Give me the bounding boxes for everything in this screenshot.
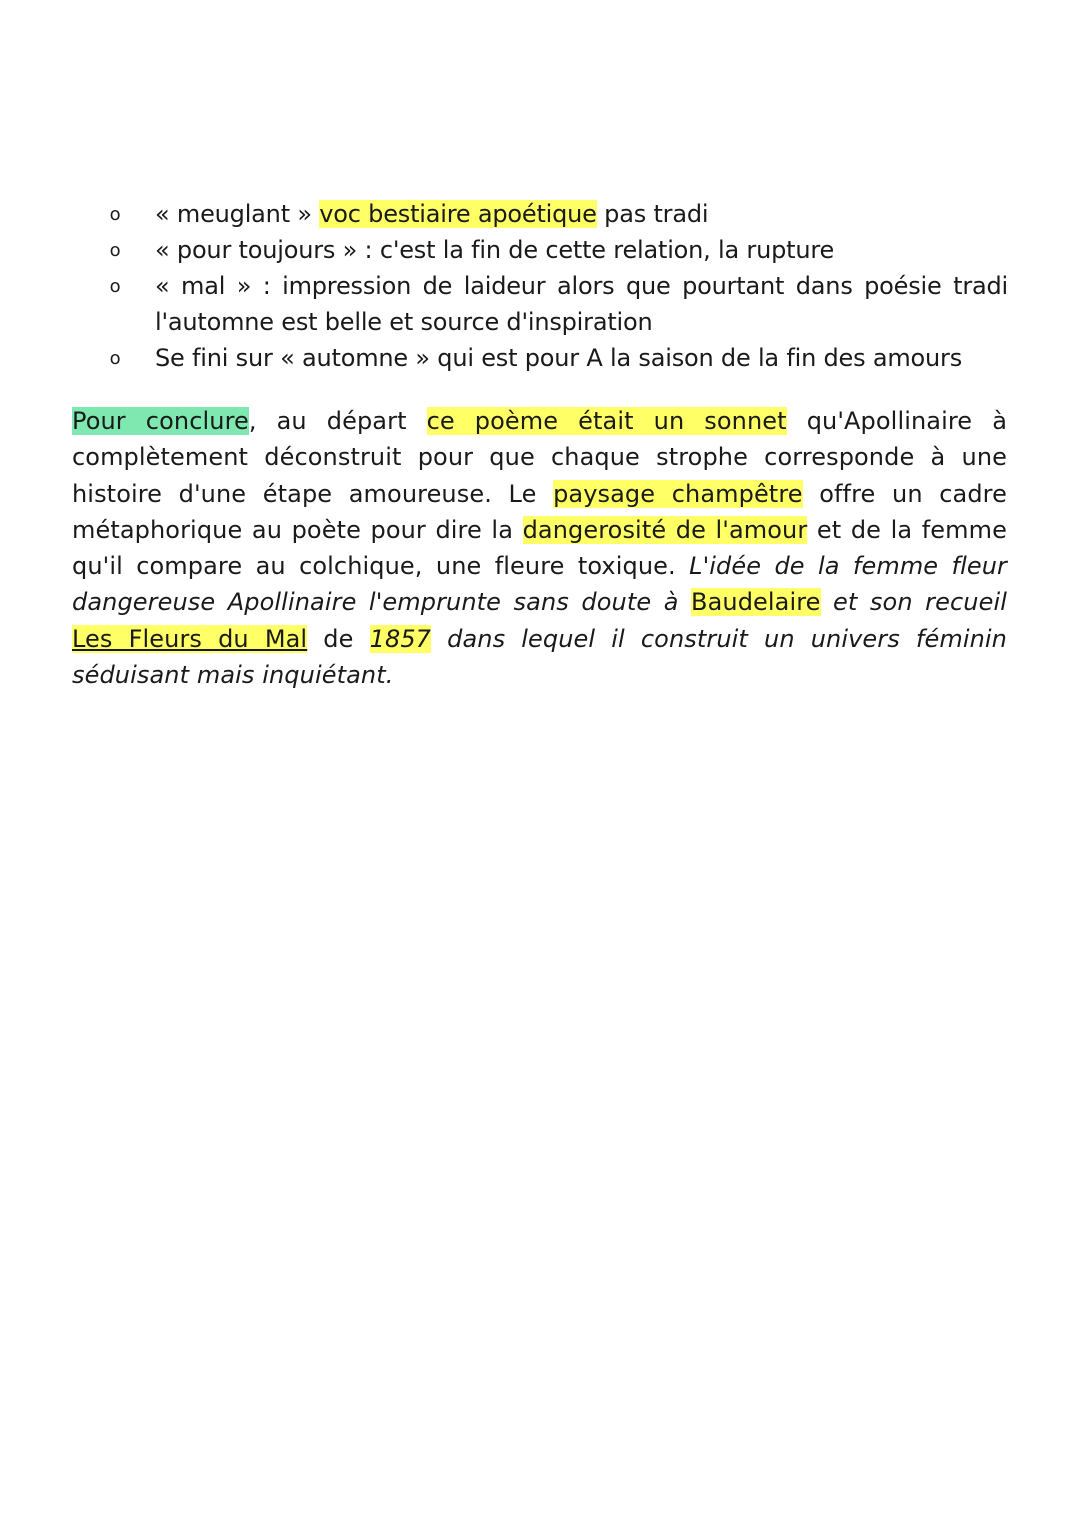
text-segment: de (307, 624, 370, 653)
highlighted-year: 1857 (369, 624, 432, 653)
highlighted-text: dangerosité de l'amour (522, 515, 808, 544)
bullet-text (155, 196, 1008, 232)
text-segment: « mal » : impression de laideur alors que pourtant dans poésie tradi l'automne est belle et source d'inspiration (155, 272, 1008, 336)
highlighted-text: paysage champêtre (553, 479, 803, 508)
text-segment: « meuglant » (155, 200, 320, 228)
italic-text: et son recueil (820, 588, 1007, 617)
bullet-marker: o (109, 276, 121, 297)
bullet-list (108, 196, 1008, 376)
highlighted-heading: Pour conclure (72, 407, 249, 435)
text-segment: qu'Apollinaire à complètement déconstruit pour que chaque strophe corresponde à une histoire d'une étape amoureuse. Le (72, 407, 1007, 508)
bullet-marker: o (109, 240, 121, 261)
list-item (108, 232, 1008, 268)
list-item (108, 268, 1008, 340)
text-segment: « pour toujours » : c'est la fin de cette relation, la rupture (155, 236, 835, 264)
list-item (108, 196, 1008, 232)
highlighted-text: ce poème était un sonnet (426, 407, 787, 435)
text-segment: offre un cadre métaphorique au poète pour dire la (72, 479, 1007, 544)
text-segment: , au départ (248, 407, 427, 435)
highlighted-text: voc bestiaire apoétique (319, 200, 597, 228)
list-item (108, 340, 1008, 376)
bullet-text (155, 268, 1008, 340)
conclusion-paragraph (72, 403, 1007, 693)
text-segment: et de la femme qu'il compare au colchique, une fleure toxique. (72, 515, 1007, 581)
highlighted-text: Baudelaire (691, 588, 821, 617)
book-title: Les Fleurs du Mal (72, 624, 308, 653)
italic-text: L'idée de la femme fleur dangereuse Apollinaire l'emprunte sans doute à (72, 552, 1007, 617)
bullet-text (155, 232, 1008, 268)
bullet-marker: o (109, 348, 121, 369)
bullet-marker: o (109, 204, 121, 225)
bullet-text (155, 340, 1008, 376)
italic-text: dans lequel il construit un univers féminin séduisant mais inquiétant. (72, 624, 1007, 690)
text-segment: pas tradi (596, 200, 709, 228)
text-segment: Se fini sur « automne » qui est pour A la saison de la fin des amours (155, 344, 962, 372)
